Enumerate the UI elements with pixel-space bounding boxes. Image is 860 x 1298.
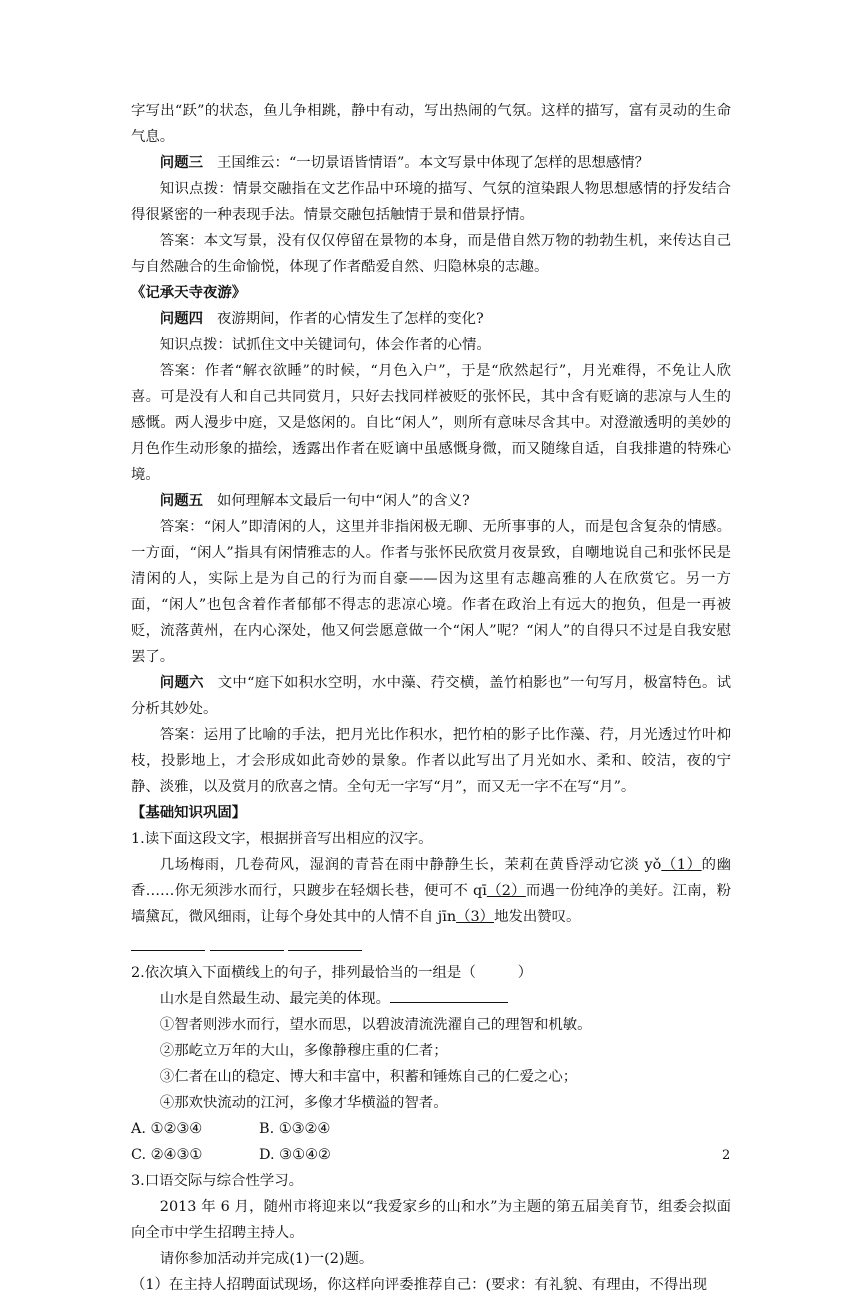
sentence-item: ④那欢快流动的江河，多像才华横溢的智者。 — [159, 1095, 448, 1111]
section-title: 《记承天寺夜游》 — [131, 284, 247, 301]
exercise-3-context: 2013 年 6 月，随州市将迎来以“我爱家乡的山和水”为主题的第五届美育节，组委会拟面向全市中学生招聘主持人。 — [131, 1199, 731, 1241]
question-label: 问题三 — [159, 154, 203, 171]
exercise-3-part-1: （1）在主持人招聘面试现场，你这样向评委推荐自己：(要求：有礼貌、有理由，不得出现 — [131, 1277, 708, 1293]
answer-blank-3[interactable] — [288, 936, 362, 951]
stem-text: ） — [517, 965, 533, 981]
exercise-3-stem: 3.口语交际与综合性学习。 — [131, 1173, 304, 1189]
page-content — [131, 98, 731, 1298]
sentence-item: ②那屹立万年的大山，多像静穆庄重的仁者； — [159, 1043, 448, 1059]
question-5 — [131, 488, 731, 514]
question-4 — [131, 306, 731, 332]
option-d[interactable]: D. ③①④② — [259, 1147, 331, 1163]
stem-text: 2.依次填入下面横线上的句子，排列最恰当的一组是（ — [131, 965, 476, 981]
passage-text: 地发出赞叹。 — [494, 909, 581, 925]
fill-line[interactable] — [390, 988, 508, 1003]
exercise-1-stem: 1.读下面这段文字，根据拼音写出相应的汉字。 — [131, 831, 433, 847]
question-text: 如何理解本文最后一句中“闲人”的含义? — [216, 493, 470, 509]
question-6 — [131, 670, 731, 722]
answer: 答案：“闲人”即清闲的人，这里并非指闲极无聊、无所事事的人，而是包含复杂的情感。一方面，“闲人”指具有闲情雅志的人。作者与张怀民欣赏月夜景致，自嘲地说自己和张怀民是清闲的人，实际上是为自己的行为而自豪——因为这里有志趣高雅的人在欣赏它。另一方面，“闲人”也包含着作者郁郁不得志的悲凉心境。作者在政治上有远大的抱负，但是一再被贬，流落黄州，在内心深处，他又何尝愿意做一个“闲人”呢？“闲人”的自得只不过是自我安慰罢了。 — [131, 519, 731, 665]
paragraph-continuation: 字写出“跃”的状态，鱼儿争相跳，静中有动，写出热闹的气氛。这样的描写，富有灵动的生命气息。 — [131, 103, 731, 145]
answer-blanks — [131, 930, 731, 960]
question-text: 夜游期间，作者的心情发生了怎样的变化? — [216, 311, 484, 327]
question-label: 问题六 — [159, 674, 204, 691]
option-c[interactable]: C. ②④③① — [131, 1147, 203, 1163]
options-row — [131, 1142, 731, 1168]
option-b[interactable]: B. ①③②④ — [259, 1121, 331, 1137]
question-label: 问题四 — [159, 310, 203, 327]
question-text: 文中“庭下如积水空明，水中藻、荇交横，盖竹柏影也”一句写月，极富特色。试分析其妙处。 — [131, 675, 731, 717]
answer: 答案：本文写景，没有仅仅停留在景物的本身，而是借自然万物的勃勃生机，来传达自己与自然融合的生命愉悦，体现了作者酷爱自然、归隐林泉的志趣。 — [131, 233, 731, 275]
blank-1: （1） — [661, 857, 702, 873]
question-3 — [131, 150, 731, 176]
knowledge-tip: 知识点拨：情景交融指在文艺作品中环境的描写、气氛的渲染跟人物思想感情的抒发结合得很紧密的一种表现手法。情景交融包括触情于景和借景抒情。 — [131, 181, 731, 223]
question-label: 问题五 — [159, 492, 203, 509]
exercise-1-passage — [131, 852, 731, 930]
intro-text: 山水是自然最生动、最完美的体现。 — [159, 991, 391, 1007]
blank-2: （2） — [486, 883, 526, 899]
passage-text: 几场梅雨，几卷荷风，湿润的青苔在雨中静静生长，茉莉在黄昏浮动它淡 yǒ — [159, 857, 662, 873]
exercise-3-instruction: 请你参加活动并完成(1)一(2)题。 — [159, 1251, 374, 1267]
question-text: 王国维云：“一切景语皆情语”。本文写景中体现了怎样的思想感情？ — [216, 155, 650, 171]
sentence-item: ①智者则涉水而行，望水而思，以碧波清流洗濯自己的理智和机敏。 — [159, 1017, 592, 1033]
answer: 答案：作者“解衣欲睡”的时候，“月色入户”，于是“欣然起行”，月光难得，不免让人欣喜。可是没有人和自己共同赏月，只好去找同样被贬的张怀民，其中含有贬谪的悲凉与人生的感慨。两人漫步中庭，又是悠闲的。自比“闲人”，则所有意味尽含其中。对澄澈透明的美妙的月色作生动形象的描绘，透露出作者在贬谪中虽感慨身微，而又随缘自适，自我排遣的特殊心境。 — [131, 363, 731, 483]
exercise-2-intro — [131, 986, 731, 1012]
knowledge-tip: 知识点拨：试抓住文中关键词句，体会作者的心情。 — [159, 337, 491, 353]
answer: 答案：运用了比喻的手法，把月光比作积水，把竹柏的影子比作藻、荇，月光透过竹叶枊枝，投影地上，才会形成如此奇妙的景象。作者以此写出了月光如水、柔和、皎洁，夜的宁静、淡雅，以及赏月的欣喜之情。全句无一字写“月”，而又无一字不在写“月”。 — [131, 727, 731, 795]
answer-blank-2[interactable] — [210, 936, 284, 951]
blank-3: （3） — [456, 909, 495, 925]
exercise-2-stem — [131, 960, 731, 986]
passage-text: 的幽香……你无须涉水而行，只踱步在轻烟长巷，便可不 qī — [131, 857, 732, 899]
sentence-item: ③仁者在山的稳定、博大和丰富中，积蓄和锤炼自己的仁爱之心； — [159, 1069, 578, 1085]
passage-text: 而遇一份纯净的美好。江南，粉墙黛瓦，微风细雨，让每个身处其中的人情不自 jīn — [131, 883, 732, 925]
basic-knowledge-heading: 【基础知识巩固】 — [131, 804, 247, 821]
option-a[interactable]: A. ①②③④ — [131, 1121, 203, 1137]
options-row — [131, 1116, 731, 1142]
page-number: 2 — [722, 1148, 731, 1163]
answer-blank-1[interactable] — [131, 936, 205, 951]
